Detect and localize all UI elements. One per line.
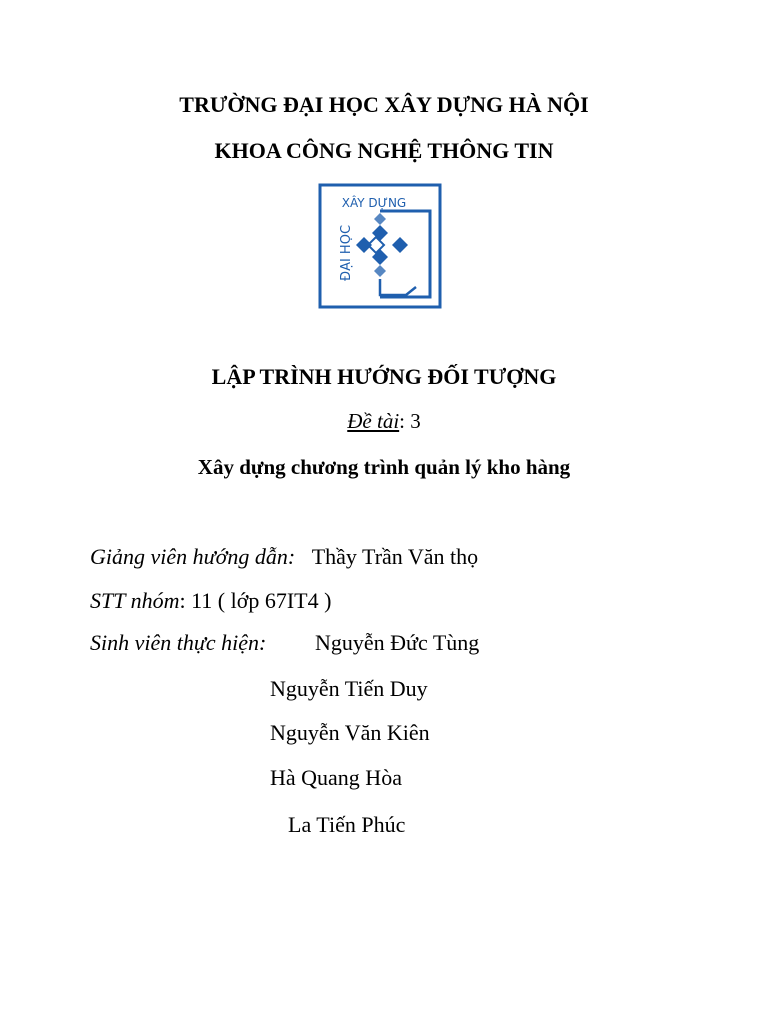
topic-line <box>0 409 768 434</box>
logo-hook <box>380 279 416 295</box>
university-name: TRƯỜNG ĐẠI HỌC XÂY DỰNG HÀ NỘI <box>179 92 589 117</box>
group-row <box>90 588 331 614</box>
member-name: Nguyễn Văn Kiên <box>270 720 430 745</box>
logo-side-text: ĐẠI HỌC <box>339 224 354 281</box>
group-label: STT nhóm <box>90 588 180 613</box>
logo-inner-frame <box>380 211 430 297</box>
topic-number: : 3 <box>399 409 421 433</box>
member-name: Nguyễn Tiến Duy <box>270 676 428 701</box>
topic-label: Đề tài <box>347 409 400 433</box>
member-name: La Tiến Phúc <box>288 812 406 837</box>
advisor-label: Giảng viên hướng dẫn <box>90 544 288 569</box>
logo-top-text: XÂY DỰNG <box>341 196 407 210</box>
course-title: LẬP TRÌNH HƯỚNG ĐỐI TƯỢNG <box>211 364 557 389</box>
logo-emblem <box>356 213 408 277</box>
advisor-name: Thầy Trần Văn thọ <box>311 544 479 569</box>
members-row: Sinh viên thực hiện: <box>90 630 267 655</box>
logo-graphic <box>318 183 442 309</box>
member-name: Hà Quang Hòa <box>270 765 402 790</box>
advisor-row: Giảng viên hướng dẫn: Thầy Trần Văn thọ <box>90 544 479 569</box>
member-name: Nguyễn Đức Tùng <box>315 630 480 655</box>
faculty-name: KHOA CÔNG NGHỆ THÔNG TIN <box>214 138 554 163</box>
project-title: Xây dựng chương trình quản lý kho hàng <box>197 455 571 479</box>
group-value: : 11 ( lớp 67IT4 ) <box>179 588 332 613</box>
university-logo <box>318 183 442 309</box>
members-label: Sinh viên thực hiện <box>90 630 260 655</box>
